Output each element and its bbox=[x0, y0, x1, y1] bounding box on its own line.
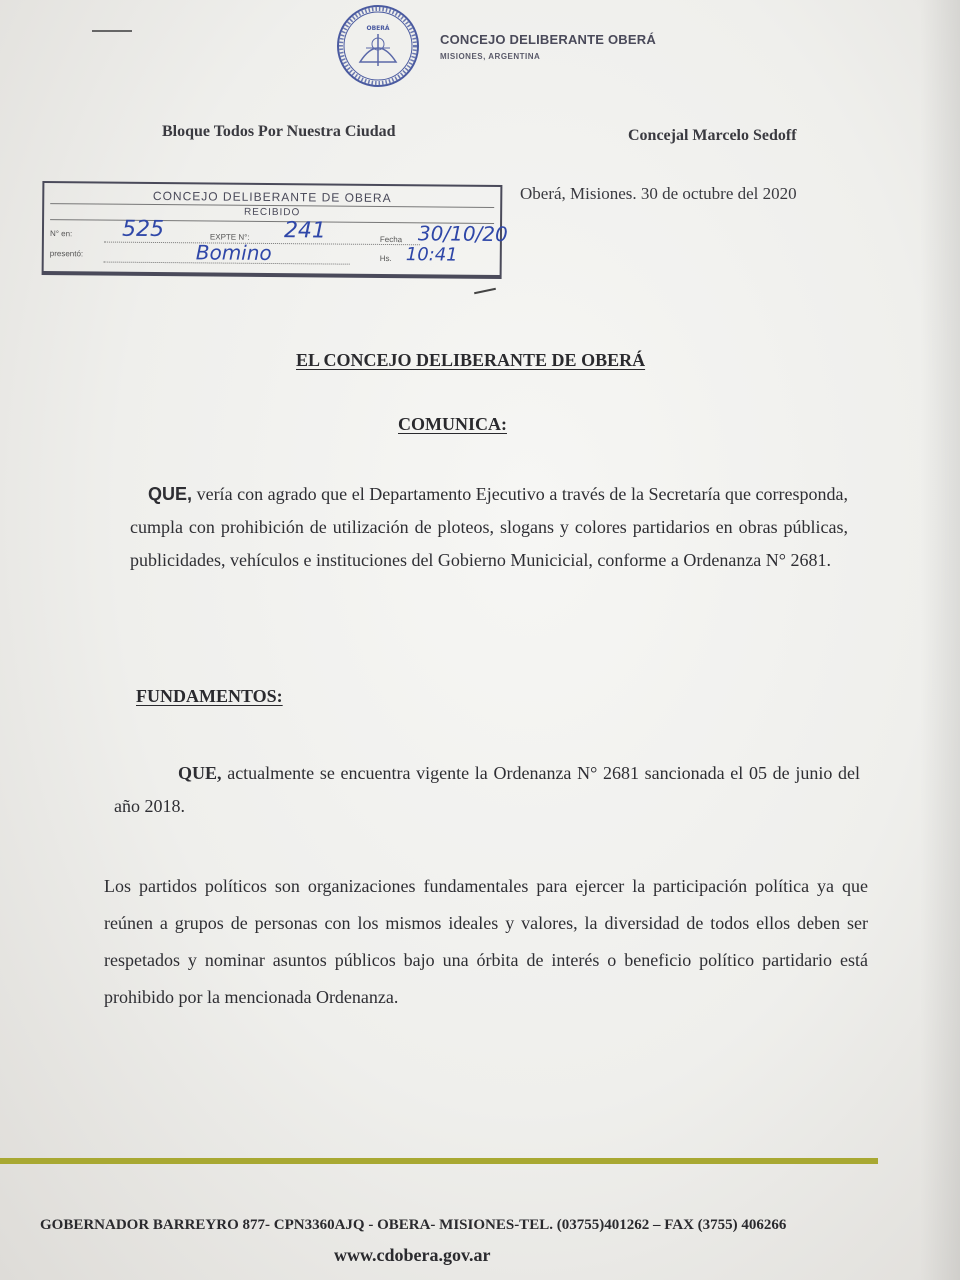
stamp-subtitle: RECIBIDO bbox=[243, 206, 301, 219]
top-margin-mark bbox=[92, 30, 132, 32]
pen-mark bbox=[474, 288, 496, 295]
page-edge-shadow bbox=[920, 0, 960, 1280]
paragraph-text: vería con agrado que el Departamento Ejecutivo a través de la Secretaría que corresponda, cumpla con prohibición de utilización de ploteos, slogans y colores partidarios en obras públicas, publicidades, vehículos e instituciones del Gobierno Municicial, conforme a Ordenanza N° 2681. bbox=[130, 484, 848, 570]
section-heading-comunica: COMUNICA: bbox=[398, 414, 507, 434]
stamp-hora-value: 10:41 bbox=[405, 244, 458, 266]
stamp-fecha-label: Fecha bbox=[379, 234, 403, 245]
footer-address: GOBERNADOR BARREYRO 877- CPN3360AJQ - OBERA- MISIONES-TEL. (03755)401262 – FAX (3755) 406266 bbox=[40, 1217, 787, 1233]
stamp-fecha-value: 30/10/20 bbox=[417, 221, 508, 247]
document-date: Oberá, Misiones. 30 de octubre del 2020 bbox=[520, 184, 797, 203]
stamp-presento-label: presentó: bbox=[49, 249, 84, 259]
org-name: CONCEJO DELIBERANTE OBERÁ bbox=[440, 32, 656, 47]
stamp-presento-value: Bomino bbox=[195, 240, 272, 265]
paragraph-lead: QUE, bbox=[148, 484, 193, 504]
paragraph-text: actualmente se encuentra vigente la Ordenanza N° 2681 sancionada el 05 de junio del año 2018. bbox=[114, 763, 861, 816]
footer-divider bbox=[0, 1158, 878, 1164]
paragraph-comunica bbox=[130, 478, 848, 577]
paragraph-fundamento-1 bbox=[114, 757, 860, 823]
stamp-entry-label: N° en: bbox=[49, 229, 73, 239]
stamp-expte-label: EXPTE N°: bbox=[209, 232, 250, 242]
org-location: MISIONES, ARGENTINA bbox=[440, 52, 541, 61]
stamp-expte-value: 241 bbox=[283, 218, 327, 244]
paragraph-fundamento-2: Los partidos políticos son organizaciones fundamentales para ejercer la participación política ya que reúnen a grupos de personas con los mismos ideales y valores, la diversidad de todos ellos deben ser respetados y nominar asuntos públicos bajo una órbita de interés o beneficio político partidario está prohibido por la mencionada Ordenanza. bbox=[104, 876, 868, 1007]
councilor-name: Concejal Marcelo Sedoff bbox=[628, 127, 797, 144]
paragraph-lead: QUE, bbox=[178, 763, 222, 783]
section-heading-fundamentos: FUNDAMENTOS: bbox=[136, 686, 283, 706]
seal-lettering: OBERÁ bbox=[366, 25, 390, 32]
received-stamp bbox=[42, 181, 508, 279]
stamp-title: CONCEJO DELIBERANTE DE OBERA bbox=[152, 188, 392, 206]
stamp-hora-label: Hs. bbox=[379, 253, 392, 264]
document-heading: EL CONCEJO DELIBERANTE DE OBERÁ bbox=[296, 350, 646, 370]
council-seal-logo bbox=[336, 4, 420, 88]
footer-website: www.cdobera.gov.ar bbox=[334, 1245, 491, 1265]
party-bloc: Bloque Todos Por Nuestra Ciudad bbox=[162, 123, 396, 140]
stamp-entry-value: 525 bbox=[121, 216, 165, 243]
